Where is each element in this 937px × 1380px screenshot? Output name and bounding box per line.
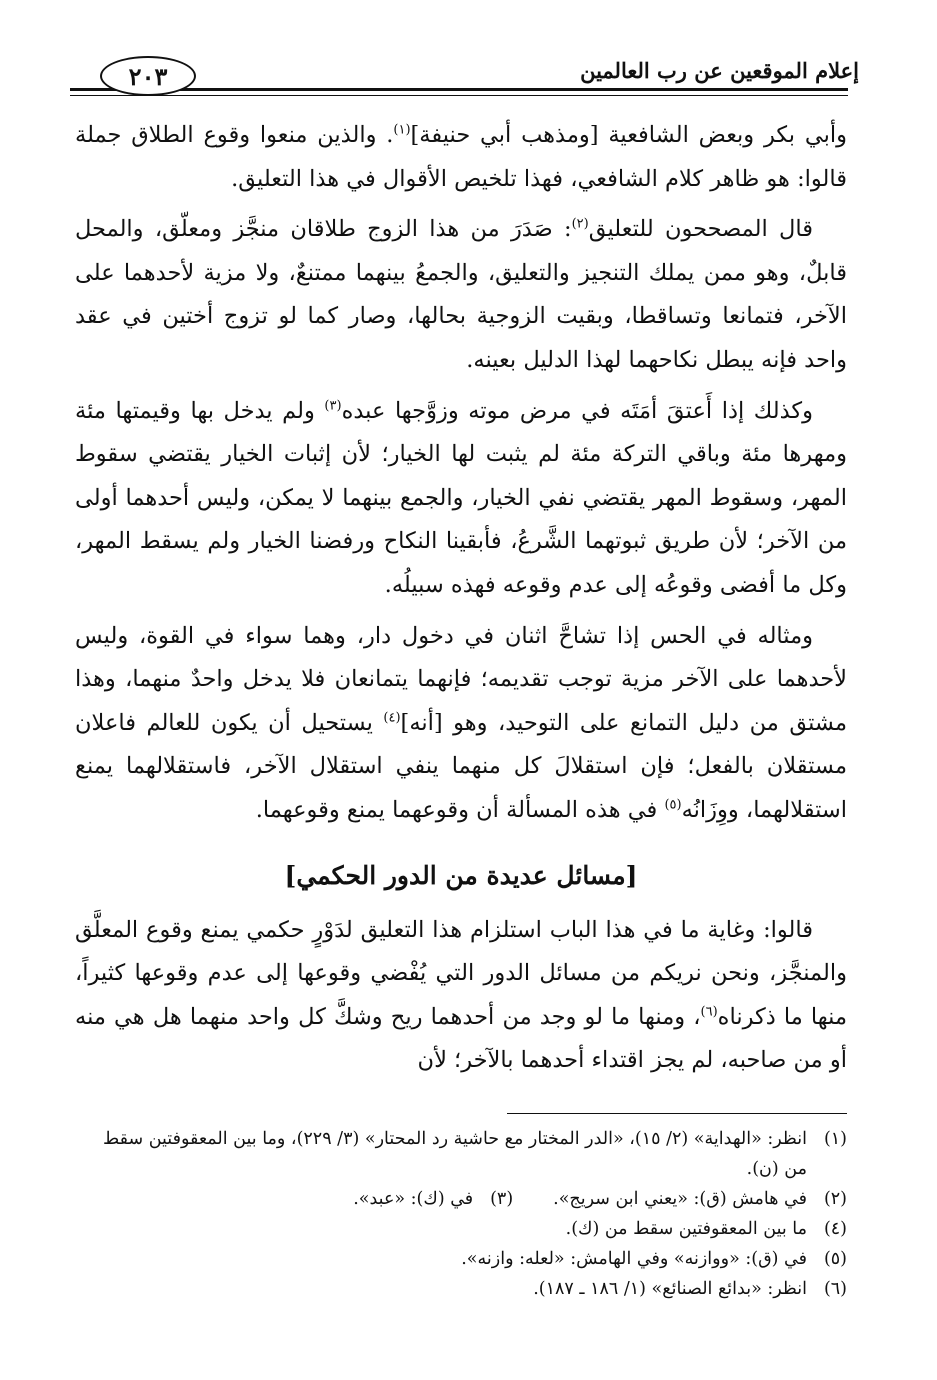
footnote-ref: (٥) (664, 797, 682, 813)
footnote-text: انظر: «الهداية» (٢/ ١٥)، «الدر المختار مع حاشية رد المحتار» (٣/ ٢٢٩)، وما بين المعقوفتين سقط من (ن). (103, 1129, 807, 1179)
section-heading: [مسائل عديدة من الدور الحكمي] (284, 860, 638, 890)
footnote-number: (٥) (823, 1249, 847, 1269)
paragraph-text: ومثاله في الحس إذا تشاحَّ اثنان في دخول دار، وهما سواء في القوة، وليس لأحدهما على الآخر مزية توجب تقديمه؛ فإنهما يتمانعان فلا يدخل واحدٌ منهما، وهذا مشتق من دليل التمانع على التوحيد، وهو [أنه] (75, 622, 847, 736)
footnote-number: (٣) (490, 1189, 514, 1209)
footnote (75, 1214, 847, 1244)
paragraph (75, 208, 847, 382)
footnote-ref: (٦) (700, 1004, 718, 1020)
footnote (75, 1244, 847, 1274)
paragraph-text: يستحيل أن يكون للعالم فاعلان مستقلان بالفعل؛ فإن استقلالَ كل منهما ينفي استقلال الآخر، فاستقلالهما يمنع استقلالهما، ووِزَانُه (75, 709, 847, 823)
footnote-text: ما بين المعقوفتين سقط من (ك). (565, 1219, 807, 1239)
main-text (75, 114, 847, 1083)
footnote-ref: (٣) (324, 398, 342, 414)
paragraph-text: ، ومنها ما لو وجد من أحدهما ريح وشكَّ كل واحد منهما هل هي منه أو من صاحبه، لم يجز اقتداء أحدهما بالآخر؛ لأن (75, 1003, 847, 1074)
footnote-ref: (١) (393, 122, 411, 138)
footnote-text: انظر: «بدائع الصنائع» (١/ ١٨٦ ـ ١٨٧). (533, 1279, 807, 1299)
paragraph-text: : صَدَرَ من هذا الزوج طلاقان منجَّز ومعلّق، والمحل قابلٌ، وهو ممن يملك التنجيز والتعليق، والجمعُ بينهما ممتنعٌ، ولا مزية لأحدهما على الآخر، فتمانعا وتساقطا، وبقيت الزوجية بحالها، وصار كما لو تزوج أختين في عقد واحد فإنه يبطل نكاحهما لهذا الدليل بعينه. (75, 216, 847, 373)
paragraph-text: وكذلك إذا أَعتقَ أمَتَه في مرض موته وزوَّجها عبده (341, 397, 813, 424)
running-head-title: إعلام الموقعين عن رب العالمين (580, 58, 859, 83)
footnote (75, 1124, 847, 1184)
footnote-text: في (ك): «عبد». (353, 1189, 474, 1209)
footnote-number: (٢) (823, 1189, 847, 1209)
footnote-ref: (٢) (571, 216, 589, 232)
header-rule (70, 88, 848, 91)
header-rule-thin (70, 95, 848, 96)
paragraph-text: . والذين منعوا وقوع الطلاق جملة قالوا: هو ظاهر كلام الشافعي، فهذا تلخيص الأقوال في هذا التعليق. (75, 122, 847, 192)
paragraph (75, 390, 847, 608)
paragraph-text: ولم يدخل بها وقيمتها مئة ومهرها مئة وباقي التركة مئة لم يثبت لها الخيار؛ لأن إثبات الخيار يقتضي سقوط المهر، وسقوط المهر يقتضي نفي الخيار، والجمع بينهما لا يمكن، وليس أحدهما أولى من الآخر؛ لأن طريق ثبوتهما الشَّرعُ، فأبقينا النكاح ورفضنا الخيار ولم يسقط المهر، وكل ما أفضى وقوعُه إلى عدم وقوعه فهذه سبيلُه. (75, 397, 847, 598)
footnote-number: (٤) (823, 1219, 847, 1239)
paragraph (75, 615, 847, 833)
footnote-text: في (ق): «ووازنه» وفي الهامش: «لعله: وازنه». (461, 1249, 807, 1269)
footnotes (75, 1124, 847, 1304)
footnote-row (75, 1184, 847, 1214)
paragraph (75, 909, 847, 1083)
footnote (553, 1184, 847, 1214)
paragraph (75, 114, 847, 201)
footnote-number: (١) (823, 1129, 847, 1149)
paragraph-text: قال المصححون للتعليق (588, 216, 813, 243)
footnote-ref: (٤) (383, 710, 401, 726)
page-number: ٢٠٣ (100, 56, 196, 96)
paragraph-text: قالوا: وغاية ما في هذا الباب استلزام هذا التعليق لدَوْرٍ حكمي يمنع وقوع المعلَّق والمنجَّز، ونحن نريكم من مسائل الدور التي يُفْضي وقوعها إلى عدم وقوعها كثيراً، منها ما ذكرناه (75, 916, 847, 1030)
footnote (353, 1184, 513, 1214)
footnote-number: (٦) (823, 1279, 847, 1299)
paragraph-text: في هذه المسألة أن وقوعهما يمنع وقوعهما. (255, 796, 665, 823)
footnote-separator (507, 1113, 847, 1114)
footnote-text: في هامش (ق): «يعني ابن سريج». (553, 1189, 807, 1209)
footnote (75, 1274, 847, 1304)
paragraph-text: وأبي بكر وبعض الشافعية [ومذهب أبي حنيفة] (410, 122, 847, 148)
